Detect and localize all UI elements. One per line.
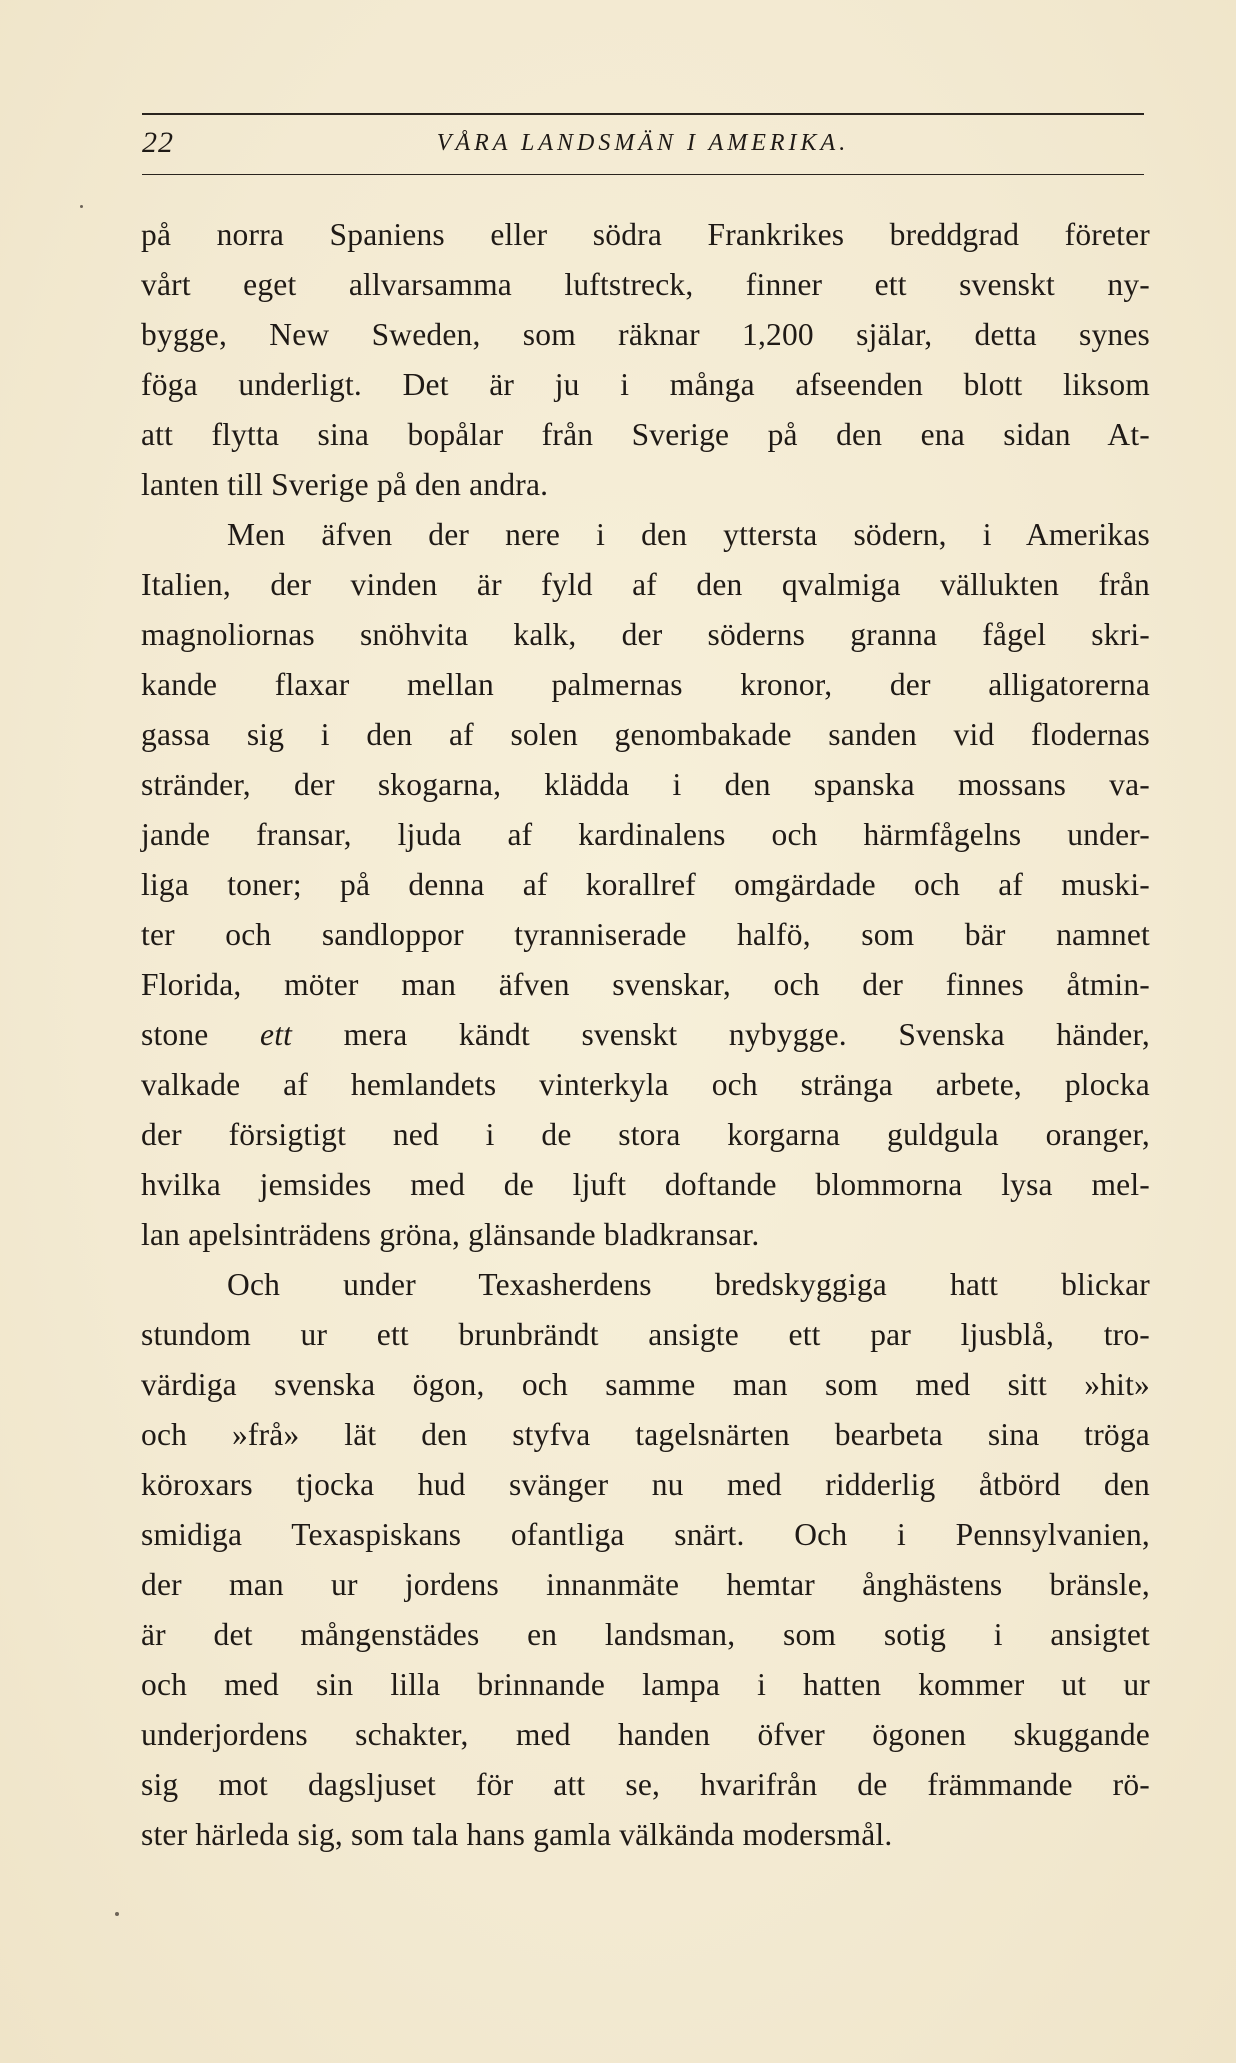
text-line: värdiga svenska ögon, och samme man som med sitt »hit» (141, 1367, 1150, 1402)
text-line: smidiga Texaspiskans ofantliga snärt. Och i Pennsylvanien, (141, 1517, 1150, 1552)
paper-speck (80, 205, 83, 208)
text-line: ter och sandloppor tyranniserade halfö, som bär namnet (141, 917, 1150, 952)
text-line: stundom ur ett brunbrändt ansigte ett par ljusblå, tro- (141, 1317, 1150, 1352)
text-line: lan apelsinträdens gröna, glänsande bladkransar. (141, 1217, 760, 1252)
text-line: köroxars tjocka hud svänger nu med ridderlig åtbörd den (141, 1467, 1150, 1502)
header-top-rule (142, 113, 1144, 115)
text-line: lanten till Sverige på den andra. (141, 467, 549, 502)
text-line: sig mot dagsljuset för att se, hvarifrån de främmande rö- (141, 1767, 1150, 1802)
page-number: 22 (142, 126, 174, 159)
text-line: Florida, möter man äfven svenskar, och der finnes åtmin- (141, 967, 1150, 1002)
text-line: stone ett mera kändt svenskt nybygge. Svenska händer, (141, 1017, 1150, 1052)
text-line: valkade af hemlandets vinterkyla och stränga arbete, plocka (141, 1067, 1150, 1102)
text-line: gassa sig i den af solen genombakade sanden vid flodernas (141, 717, 1150, 752)
text-line: ster härleda sig, som tala hans gamla välkända modersmål. (141, 1817, 893, 1852)
text-line: Italien, der vinden är fyld af den qvalmiga vällukten från (141, 567, 1150, 602)
text-line: hvilka jemsides med de ljuft doftande blommorna lysa mel- (141, 1167, 1150, 1202)
text-line: stränder, der skogarna, klädda i den spanska mossans va- (141, 767, 1150, 802)
text-line: magnoliornas snöhvita kalk, der söderns granna fågel skri- (141, 617, 1150, 652)
header-bottom-rule (142, 174, 1144, 175)
text-line: kande flaxar mellan palmernas kronor, der alligatorerna (141, 667, 1150, 702)
text-line: bygge, New Sweden, som räknar 1,200 själar, detta synes (141, 317, 1150, 352)
text-line: Men äfven der nere i den yttersta södern, i Amerikas (227, 517, 1150, 552)
text-line: liga toner; på denna af korallref omgärdade och af muski- (141, 867, 1150, 902)
text-line: underjordens schakter, med handen öfver ögonen skuggande (141, 1717, 1150, 1752)
text-line: att flytta sina bopålar från Sverige på den ena sidan At- (141, 417, 1150, 452)
text-line: Och under Texasherdens bredskyggiga hatt blickar (227, 1267, 1150, 1302)
body-text (141, 210, 1150, 1860)
text-line: vårt eget allvarsamma luftstreck, finner ett svenskt ny- (141, 267, 1150, 302)
text-line: och »frå» lät den styfva tagelsnärten bearbeta sina tröga (141, 1417, 1150, 1452)
text-line: jande fransar, ljuda af kardinalens och härmfågelns under- (141, 817, 1150, 852)
text-line: och med sin lilla brinnande lampa i hatten kommer ut ur (141, 1667, 1150, 1702)
text-line: är det mångenstädes en landsman, som sotig i ansigtet (141, 1617, 1150, 1652)
text-line: på norra Spaniens eller södra Frankrikes breddgrad företer (141, 217, 1150, 252)
page-header (142, 126, 1144, 170)
running-head: VÅRA LANDSMÄN I AMERIKA. (436, 130, 850, 156)
text-line: der man ur jordens innanmäte hemtar ånghästens bränsle, (141, 1567, 1150, 1602)
text-line: föga underligt. Det är ju i många afseenden blott liksom (141, 367, 1150, 402)
paper-speck (115, 1912, 119, 1916)
text-line: der försigtigt ned i de stora korgarna guldgula oranger, (141, 1117, 1150, 1152)
